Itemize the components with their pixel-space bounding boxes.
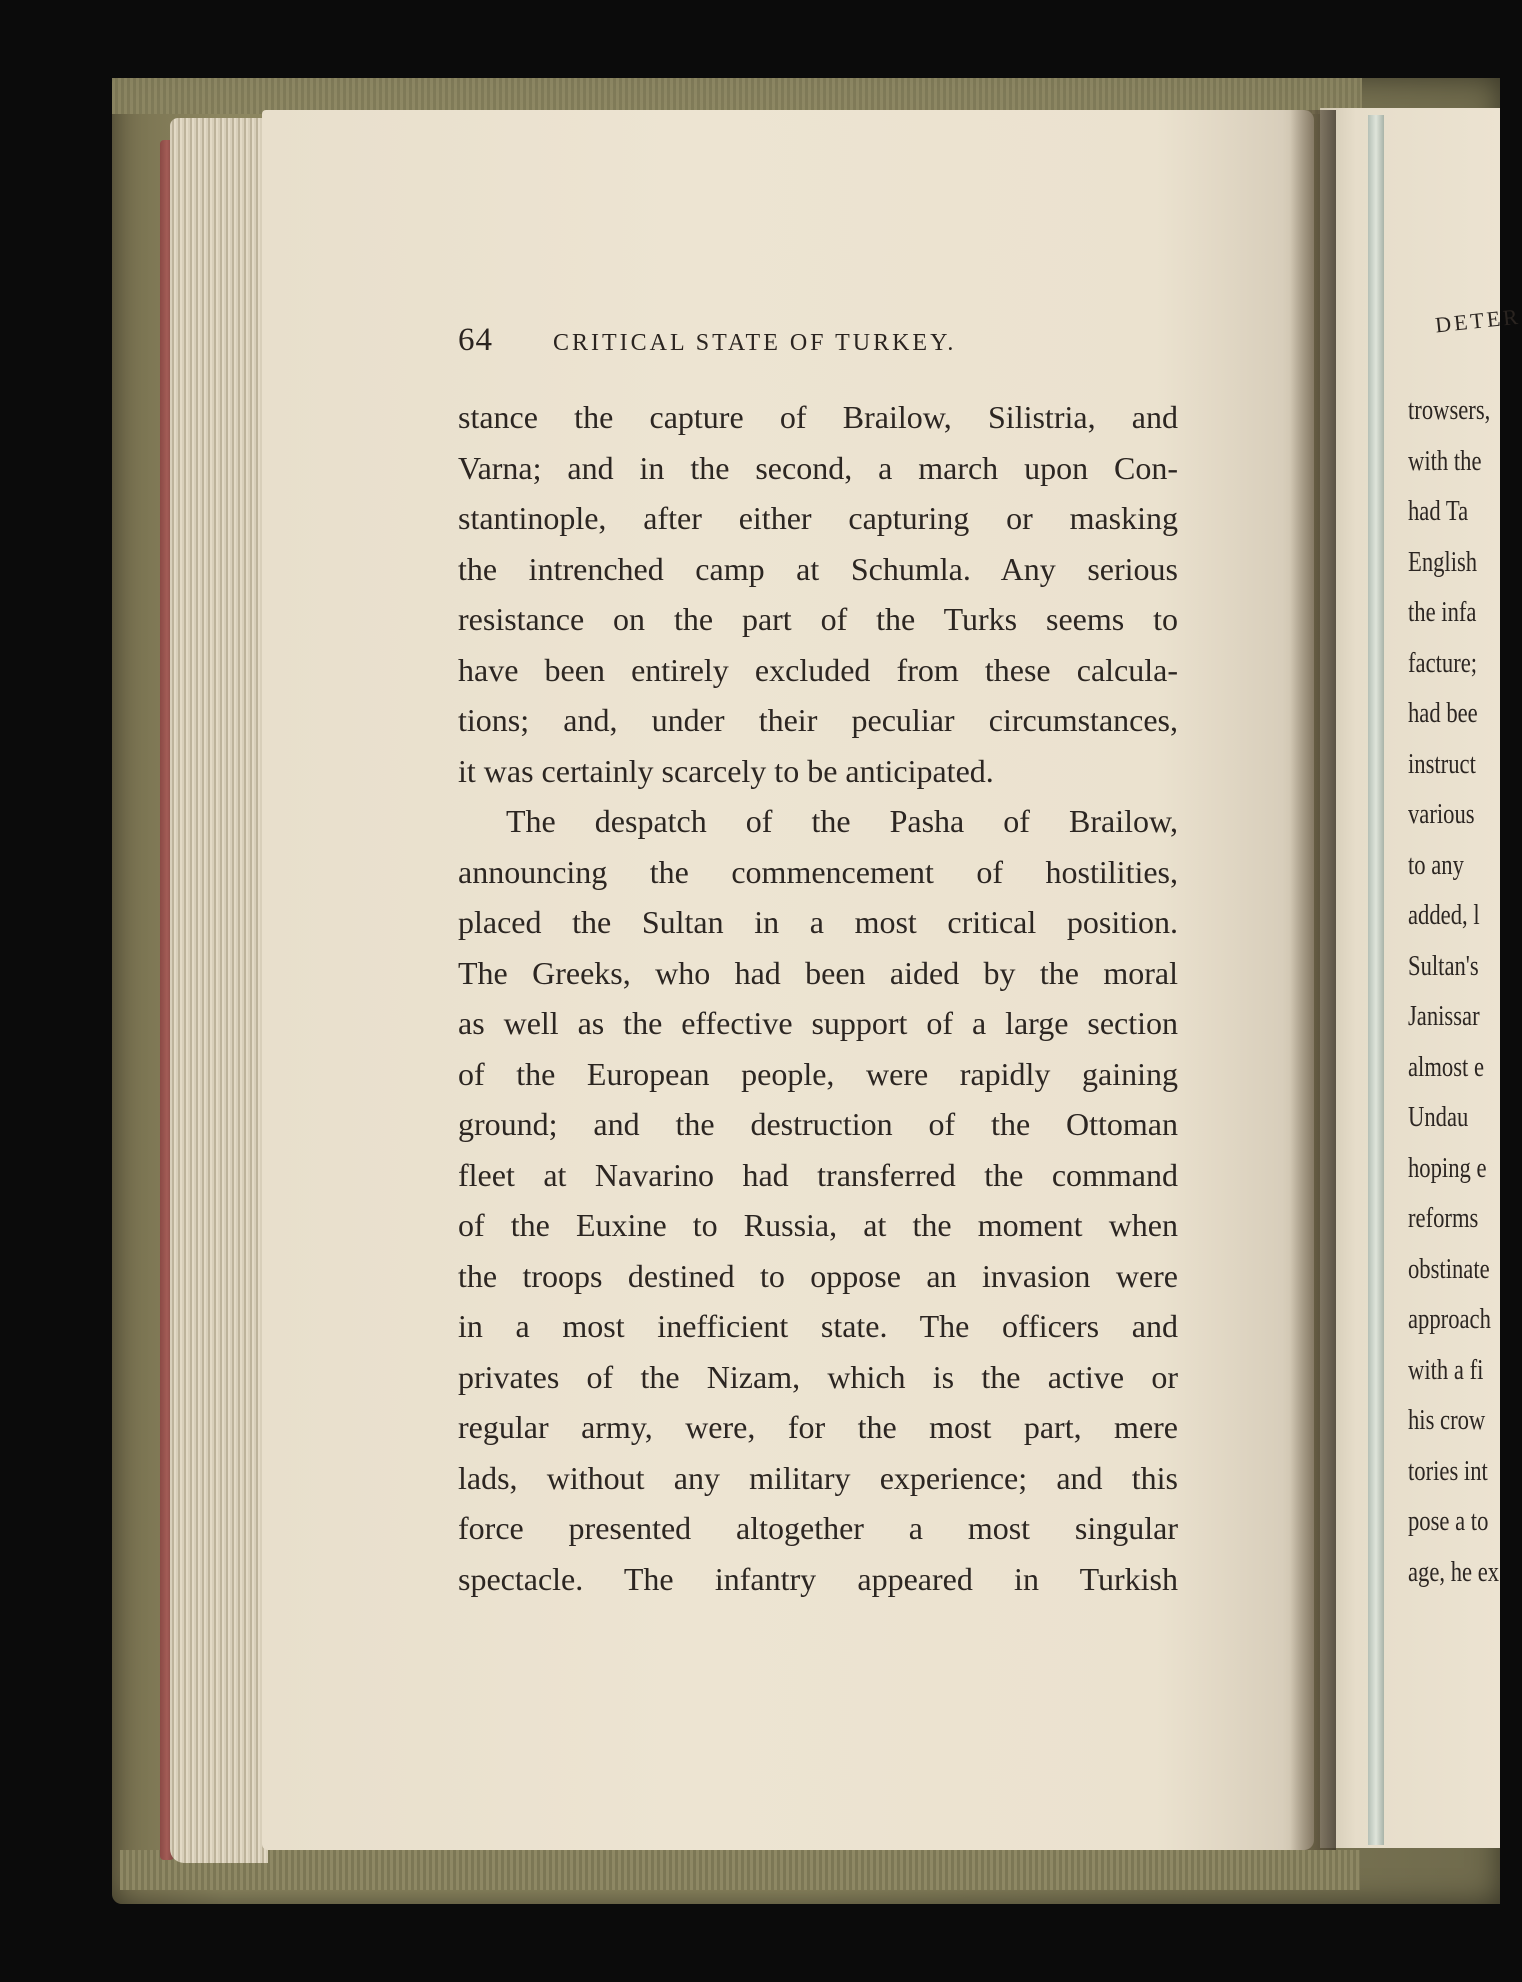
text-line: in a most inefficient state. The officers and bbox=[458, 1308, 1178, 1344]
text-line: the troops destined to oppose an invasion were bbox=[458, 1257, 1178, 1294]
text-line: stance the capture of Brailow, Silistria, and bbox=[458, 399, 1178, 435]
right-text-line: added, l bbox=[1408, 899, 1480, 931]
text-line: the intrenched camp at Schumla. Any serious bbox=[458, 550, 1178, 587]
right-text-line: English bbox=[1408, 545, 1478, 578]
right-text-line: his crow bbox=[1408, 1404, 1486, 1436]
text-line: spectacle. The infantry appeared in Turkish bbox=[458, 1560, 1178, 1597]
text-line: fleet at Navarino had transferred the command bbox=[458, 1156, 1178, 1193]
text-line: The Greeks, who had been aided by the moral bbox=[458, 954, 1178, 991]
right-text-line: the infa bbox=[1408, 596, 1477, 628]
text-line: The despatch of the Pasha of Brailow, bbox=[506, 803, 1178, 839]
text-line: placed the Sultan in a most critical position. bbox=[458, 904, 1178, 940]
text-line: announcing the commencement of hostilities, bbox=[458, 853, 1178, 890]
body-text bbox=[458, 392, 1178, 1604]
text-line: have been entirely excluded from these calcula- bbox=[458, 651, 1178, 688]
right-text-line: obstinate bbox=[1408, 1252, 1490, 1285]
cover-bottom-edge bbox=[120, 1850, 1360, 1890]
right-text-line: to any bbox=[1408, 848, 1464, 881]
right-text-line: pose a to bbox=[1408, 1505, 1489, 1537]
right-text-line: with a fi bbox=[1408, 1353, 1484, 1386]
right-text-line: had Ta bbox=[1408, 495, 1469, 527]
text-line: of the Euxine to Russia, at the moment when bbox=[458, 1207, 1178, 1243]
text-line: force presented altogether a most singular bbox=[458, 1510, 1178, 1546]
text-line: Varna; and in the second, a march upon Con- bbox=[458, 449, 1178, 486]
text-line: regular army, were, for the most part, mere bbox=[458, 1409, 1178, 1445]
right-text-line: with the bbox=[1408, 444, 1482, 477]
text-line: lads, without any military experience; and this bbox=[458, 1459, 1178, 1496]
running-title: CRITICAL STATE OF TURKEY. bbox=[553, 330, 957, 356]
text-line: it was certainly scarcely to be anticipated. bbox=[458, 752, 994, 789]
text-line: resistance on the part of the Turks seems to bbox=[458, 601, 1178, 637]
text-line: tions; and, under their peculiar circumstances, bbox=[458, 702, 1178, 738]
right-text-line: tories int bbox=[1408, 1454, 1488, 1487]
right-text-line: instruct bbox=[1408, 747, 1476, 780]
text-line: stantinople, after either capturing or masking bbox=[458, 500, 1178, 536]
right-text-line: facture; bbox=[1408, 646, 1478, 679]
right-text-line: trowsers, bbox=[1408, 394, 1491, 426]
text-line: ground; and the destruction of the Ottoman bbox=[458, 1106, 1178, 1142]
book-gutter bbox=[1290, 110, 1336, 1850]
cover-top-edge bbox=[112, 78, 1362, 114]
right-text-line: hoping e bbox=[1408, 1151, 1487, 1184]
right-page-edge bbox=[1368, 115, 1384, 1845]
right-page-text bbox=[1408, 385, 1500, 1597]
right-text-line: Undau bbox=[1408, 1101, 1469, 1133]
right-text-line: age, he ex bbox=[1408, 1555, 1500, 1588]
text-line: of the European people, were rapidly gaining bbox=[458, 1055, 1178, 1092]
right-text-line: reforms bbox=[1408, 1202, 1479, 1234]
right-text-line: had bee bbox=[1408, 697, 1478, 729]
text-line: privates of the Nizam, which is the active or bbox=[458, 1358, 1178, 1395]
right-text-line: Sultan's bbox=[1408, 949, 1479, 982]
page-stack-edges bbox=[170, 118, 268, 1863]
right-text-line: almost e bbox=[1408, 1050, 1485, 1083]
right-running-title: DETER bbox=[1433, 303, 1522, 338]
right-text-line: approach bbox=[1408, 1303, 1491, 1335]
right-text-line: various bbox=[1408, 798, 1475, 830]
text-line: as well as the effective support of a large section bbox=[458, 1005, 1178, 1041]
right-text-line: Janissar bbox=[1408, 1000, 1480, 1032]
page-number: 64 bbox=[458, 322, 493, 358]
running-head bbox=[458, 322, 1178, 359]
